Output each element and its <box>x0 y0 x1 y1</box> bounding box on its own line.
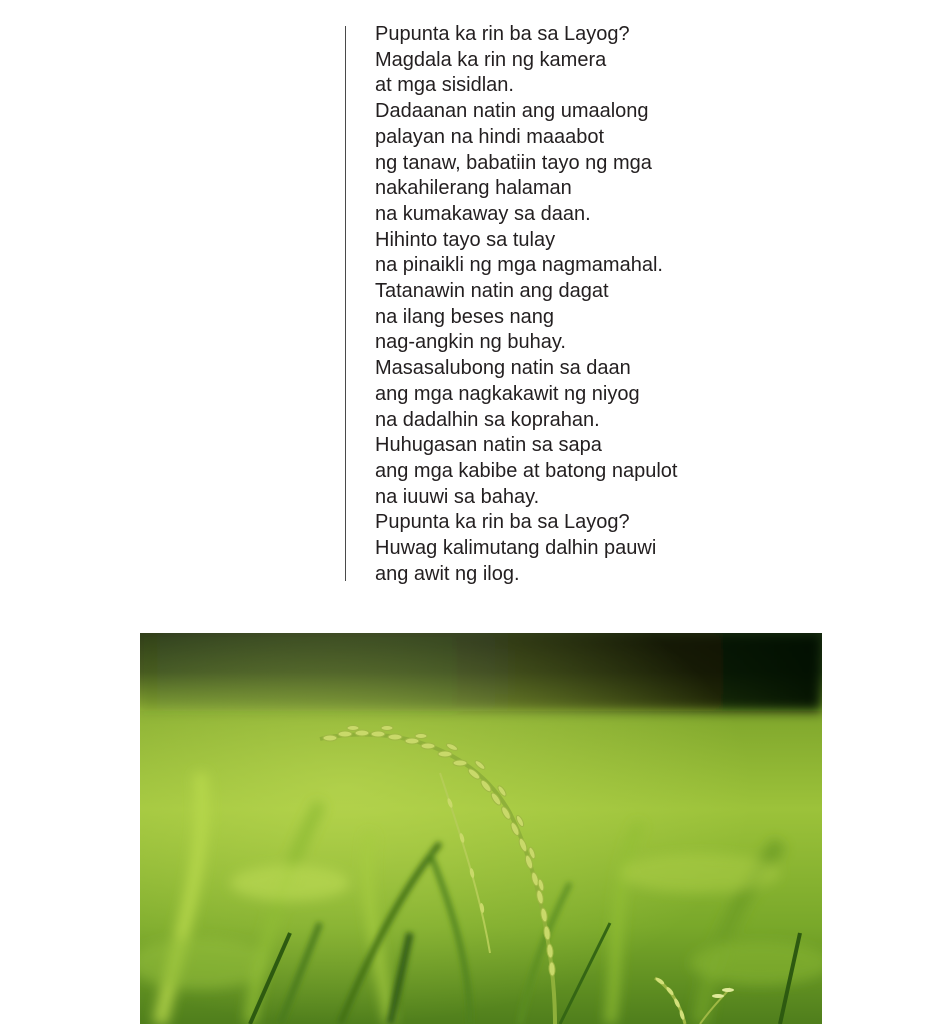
poem-line: Masasalubong natin sa daan <box>375 357 631 380</box>
poem-margin-rule <box>345 26 346 581</box>
poem-line: Magdala ka rin ng kamera <box>375 48 607 71</box>
poem-line: na dadalhin sa koprahan. <box>375 408 600 431</box>
poem-line: ang mga nagkakawit ng niyog <box>375 382 640 405</box>
poem-line: palayan na hindi maaabot <box>375 125 605 148</box>
poem-line: na iuuwi sa bahay. <box>375 485 540 508</box>
poem-line: Pupunta ka rin ba sa Layog? <box>375 23 630 45</box>
poem-line: at mga sisidlan. <box>375 74 514 97</box>
poem-line: nag-angkin ng buhay. <box>375 331 566 354</box>
poem-line: Huwag kalimutang dalhin pauwi <box>375 537 657 560</box>
rice-field-photo <box>140 633 822 1024</box>
poem-stanza <box>375 22 795 587</box>
poem-line: nakahilerang halaman <box>375 177 572 200</box>
poem-line: Huhugasan natin sa sapa <box>375 434 602 457</box>
rice-field-illustration <box>140 633 822 1024</box>
poem-line: ng tanaw, babatiin tayo ng mga <box>375 151 652 174</box>
poem-line: na ilang beses nang <box>375 305 555 328</box>
poem-line: na kumakaway sa daan. <box>375 202 591 225</box>
poem-line: Dadaanan natin ang umaalong <box>375 100 649 123</box>
poem-line: ang awit ng ilog. <box>375 562 520 585</box>
poem-line: Tatanawin natin ang dagat <box>375 280 609 303</box>
poem-line: ang mga kabibe at batong napulot <box>375 459 678 482</box>
poem-line: Hihinto tayo sa tulay <box>375 228 556 251</box>
poem-line: na pinaikli ng mga nagmamahal. <box>375 254 663 277</box>
poem-line: Pupunta ka rin ba sa Layog? <box>375 511 630 534</box>
